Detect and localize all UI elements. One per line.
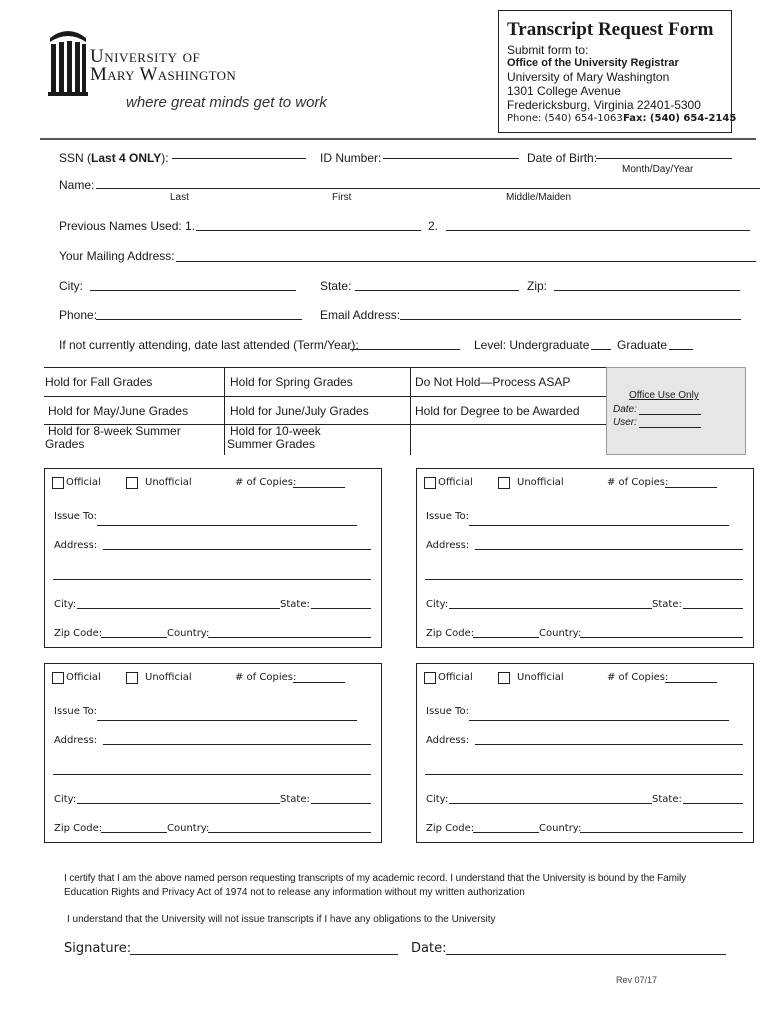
date-field[interactable]: [446, 954, 726, 955]
official-label-2: Official: [438, 477, 473, 488]
last-attended-field[interactable]: [350, 349, 460, 350]
address-field-2[interactable]: [475, 549, 743, 550]
unofficial-checkbox-1[interactable]: [126, 477, 138, 489]
do-not-hold[interactable]: Do Not Hold—Process ASAP: [415, 375, 571, 389]
issue-to-label-3: Issue To:: [54, 706, 97, 717]
id-number-field[interactable]: [383, 158, 519, 159]
header-divider: [40, 138, 756, 140]
country-field-2[interactable]: [580, 637, 743, 638]
official-label-1: Official: [66, 477, 101, 488]
dob-label: Date of Birth:: [527, 151, 598, 165]
hold-8-week-summer[interactable]: Hold for 8-week Summer Grades: [45, 424, 181, 451]
office-use-date-label: Date:: [613, 404, 637, 415]
street-address: 1301 College Avenue: [507, 84, 621, 98]
state-field-4[interactable]: [683, 803, 743, 804]
phone-number: Phone: (540) 654-1063: [507, 113, 623, 124]
unofficial-checkbox-4[interactable]: [498, 672, 510, 684]
hold-spring-grades[interactable]: Hold for Spring Grades: [230, 375, 353, 389]
logo-line-2: Mary Washington: [90, 64, 237, 85]
zip-field-2[interactable]: [473, 637, 539, 638]
address-field-3[interactable]: [103, 744, 371, 745]
logo-tagline: where great minds get to work: [126, 94, 327, 111]
official-checkbox-2[interactable]: [424, 477, 436, 489]
university-name: University of Mary Washington: [507, 70, 670, 84]
id-number-label: ID Number:: [320, 151, 382, 165]
copies-field-4[interactable]: [665, 682, 717, 683]
address-field-1b[interactable]: [53, 579, 371, 580]
zip-field-1[interactable]: [101, 637, 167, 638]
city-address: Fredericksburg, Virginia 22401-5300: [507, 98, 701, 112]
certify-text-line-2: Education Rights and Privacy Act of 1974 not to release any information without my written authorization: [64, 887, 525, 898]
city-label-3: City:: [54, 794, 77, 805]
city-label: City:: [59, 279, 83, 293]
zip-label-2: Zip Code:: [426, 628, 475, 639]
address-label-4: Address:: [426, 735, 470, 746]
signature-field[interactable]: [130, 954, 398, 955]
zip-field[interactable]: [554, 290, 740, 291]
state-field-1[interactable]: [311, 608, 371, 609]
zip-label: Zip:: [527, 279, 548, 293]
last-attended-label: If not currently attending, date last attended (Term/Year):: [59, 338, 359, 352]
unofficial-label-4: Unofficial: [517, 672, 564, 683]
copies-label-4: # of Copies:: [607, 672, 669, 683]
ssn-field[interactable]: [172, 158, 306, 159]
state-label-2: State:: [652, 599, 682, 610]
issue-to-label-1: Issue To:: [54, 511, 97, 522]
hold-10-week-summer[interactable]: Hold for 10-week Summer Grades: [227, 424, 321, 451]
mailing-address-field[interactable]: [176, 261, 756, 262]
email-field[interactable]: [400, 319, 741, 320]
address-field-2b[interactable]: [425, 579, 743, 580]
graduate-field[interactable]: [669, 349, 693, 350]
zip-label-3: Zip Code:: [54, 823, 103, 834]
graduate-label: Graduate: [617, 338, 668, 352]
issue-to-field-1[interactable]: [97, 525, 357, 526]
city-field[interactable]: [90, 290, 296, 291]
ssn-label: SSN (Last 4 ONLY):: [59, 151, 169, 165]
unofficial-label-1: Unofficial: [145, 477, 192, 488]
university-logo: [46, 26, 327, 116]
issue-to-label-2: Issue To:: [426, 511, 469, 522]
office-use-box: [606, 367, 746, 455]
state-label-4: State:: [652, 794, 682, 805]
copies-label-2: # of Copies:: [607, 477, 669, 488]
zip-label-1: Zip Code:: [54, 628, 103, 639]
state-field-3[interactable]: [311, 803, 371, 804]
copy-request-block-1: [44, 468, 382, 648]
name-field[interactable]: [96, 188, 760, 189]
address-label-1: Address:: [54, 540, 98, 551]
copy-request-block-4: [416, 663, 754, 843]
copies-label-1: # of Copies:: [235, 477, 297, 488]
hold-fall-grades[interactable]: Hold for Fall Grades: [45, 375, 153, 389]
copies-label-3: # of Copies:: [235, 672, 297, 683]
city-field-4[interactable]: [449, 803, 652, 804]
office-use-date-line: [639, 414, 701, 415]
date-label: Date:: [411, 941, 447, 956]
state-field-2[interactable]: [683, 608, 743, 609]
address-field-1[interactable]: [103, 549, 371, 550]
country-label-4: Country:: [539, 823, 582, 834]
address-field-4b[interactable]: [425, 774, 743, 775]
columns-logo-icon: [48, 28, 88, 96]
obligations-text: I understand that the University will not issue transcripts if I have any obligations to the University: [67, 914, 496, 925]
office-use-title: Office Use Only: [629, 390, 699, 401]
submit-to-label: Submit form to:: [507, 43, 589, 57]
state-field[interactable]: [355, 290, 519, 291]
country-label-1: Country:: [167, 628, 210, 639]
issue-to-field-4[interactable]: [469, 720, 729, 721]
issue-to-label-4: Issue To:: [426, 706, 469, 717]
copy-request-block-2: [416, 468, 754, 648]
state-label: State:: [320, 279, 352, 293]
level-label: Level: Undergraduate: [474, 338, 590, 352]
city-field-2[interactable]: [449, 608, 652, 609]
phone-label: Phone:: [59, 308, 98, 322]
dob-field[interactable]: [596, 158, 732, 159]
form-title: Transcript Request Form: [507, 19, 714, 40]
name-last-hint: Last: [170, 192, 189, 203]
unofficial-label-3: Unofficial: [145, 672, 192, 683]
city-label-2: City:: [426, 599, 449, 610]
office-name: Office of the University Registrar: [507, 57, 679, 69]
address-label-3: Address:: [54, 735, 98, 746]
previous-name-2-field[interactable]: [446, 230, 750, 231]
previous-name-1-field[interactable]: [196, 230, 421, 231]
official-checkbox-4[interactable]: [424, 672, 436, 684]
city-label-1: City:: [54, 599, 77, 610]
undergraduate-field[interactable]: [591, 349, 611, 350]
country-label-2: Country:: [539, 628, 582, 639]
country-field-1[interactable]: [208, 637, 371, 638]
phone-field[interactable]: [96, 319, 302, 320]
email-label: Email Address:: [320, 308, 401, 322]
official-checkbox-1[interactable]: [52, 477, 64, 489]
official-label-3: Official: [66, 672, 101, 683]
hold-degree-awarded[interactable]: Hold for Degree to be Awarded: [415, 404, 580, 418]
signature-label: Signature:: [64, 941, 132, 956]
dob-hint: Month/Day/Year: [622, 164, 694, 175]
registrar-info-box: [498, 10, 737, 133]
state-label-1: State:: [280, 599, 310, 610]
address-label-2: Address:: [426, 540, 470, 551]
address-field-4[interactable]: [475, 744, 743, 745]
issue-to-field-3[interactable]: [97, 720, 357, 721]
zip-field-4[interactable]: [473, 832, 539, 833]
city-label-4: City:: [426, 794, 449, 805]
office-use-user-label: User:: [613, 417, 637, 428]
copy-request-block-3: [44, 663, 382, 843]
fax-number: Fax: (540) 654-2145: [623, 113, 737, 124]
name-middle-hint: Middle/Maiden: [506, 192, 572, 203]
logo-line-1: University of: [90, 46, 201, 67]
previous-names-2-label: 2.: [428, 219, 439, 233]
official-checkbox-3[interactable]: [52, 672, 64, 684]
certify-text-line-1: I certify that I am the above named person requesting transcripts of my academic record. I understand that the University is bound by the Family: [64, 873, 687, 884]
name-first-hint: First: [332, 192, 352, 203]
zip-field-3[interactable]: [101, 832, 167, 833]
office-use-user-line: [639, 427, 701, 428]
hold-june-july-grades[interactable]: Hold for June/July Grades: [230, 404, 369, 418]
issue-to-field-2[interactable]: [469, 525, 729, 526]
official-label-4: Official: [438, 672, 473, 683]
copies-field-1[interactable]: [293, 487, 345, 488]
unofficial-label-2: Unofficial: [517, 477, 564, 488]
state-label-3: State:: [280, 794, 310, 805]
city-field-1[interactable]: [77, 608, 280, 609]
country-field-4[interactable]: [580, 832, 743, 833]
country-label-3: Country:: [167, 823, 210, 834]
revision-label: Rev 07/17: [616, 975, 658, 985]
copies-field-2[interactable]: [665, 487, 717, 488]
unofficial-checkbox-3[interactable]: [126, 672, 138, 684]
name-label: Name:: [59, 178, 95, 192]
city-field-3[interactable]: [77, 803, 280, 804]
country-field-3[interactable]: [208, 832, 371, 833]
hold-may-june-grades[interactable]: Hold for May/June Grades: [48, 404, 189, 418]
address-field-3b[interactable]: [53, 774, 371, 775]
previous-names-label: Previous Names Used: 1.: [59, 219, 196, 233]
zip-label-4: Zip Code:: [426, 823, 475, 834]
unofficial-checkbox-2[interactable]: [498, 477, 510, 489]
copies-field-3[interactable]: [293, 682, 345, 683]
mailing-address-label: Your Mailing Address:: [59, 249, 175, 263]
